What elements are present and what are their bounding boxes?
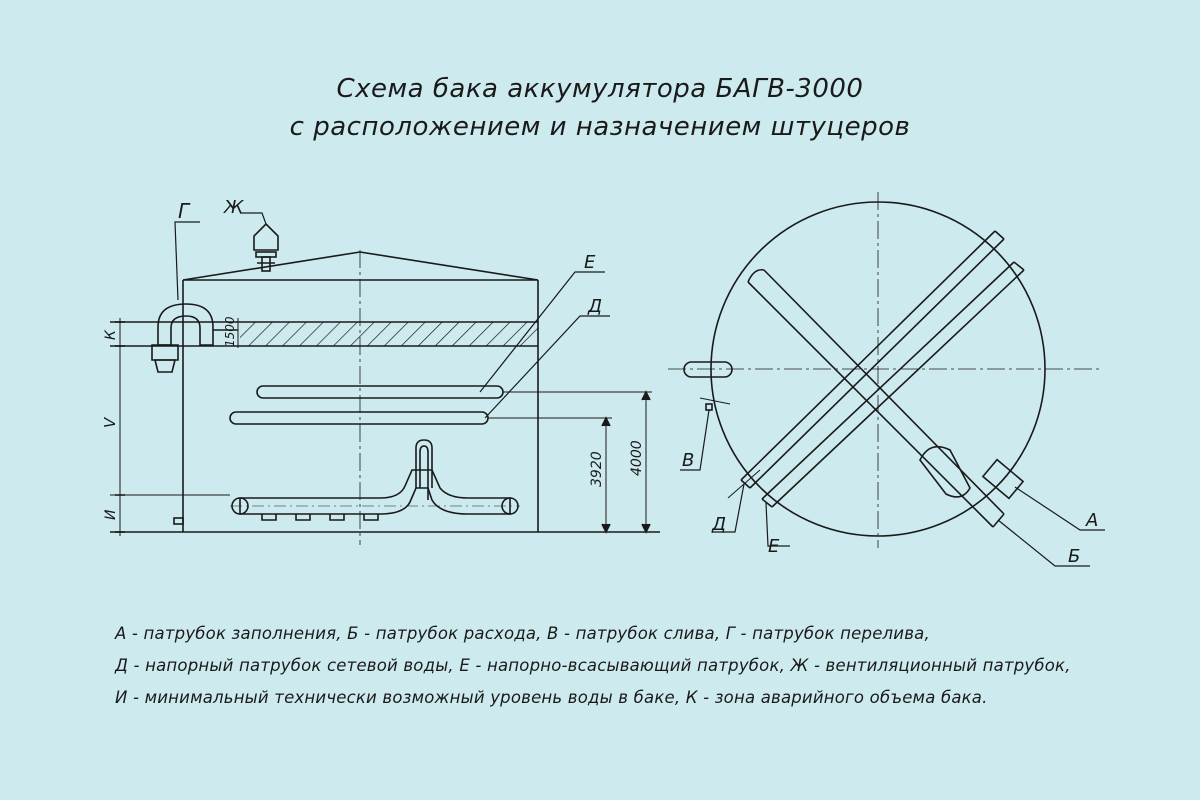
label-e-side: Е [584, 252, 596, 273]
leader-zh [240, 213, 266, 224]
label-v: V [101, 417, 119, 428]
label-plan-b: Б [1068, 546, 1081, 567]
title-line-2: с расположением и назначением штуцеров [289, 112, 911, 142]
vent-stem [262, 257, 270, 271]
dim-4000: 4000 [629, 440, 645, 476]
legend-line-2: Д - напорный патрубок сетевой воды, Е - напорно-всасывающий патрубок, Ж - вентиляционный патрубок, [115, 656, 1071, 675]
emergency-zone-hatch [240, 322, 538, 346]
label-zh: Ж [224, 197, 244, 218]
drain-nub-side [174, 518, 183, 524]
label-plan-a: А [1086, 510, 1099, 531]
overflow-pipe [158, 304, 213, 345]
label-g: Г [178, 199, 190, 223]
label-i: И [103, 509, 119, 520]
plan-left-stub [684, 362, 732, 377]
dim-3920: 3920 [589, 451, 605, 487]
tank-roof [183, 252, 538, 280]
side-view [110, 213, 660, 545]
leader-g [175, 222, 200, 300]
label-plan-v: В [682, 450, 695, 471]
label-d-side: Д [588, 296, 603, 317]
overflow-pipe-flange [155, 360, 175, 372]
bottom-pipe-riser-inner [420, 446, 428, 500]
plan-view [668, 192, 1105, 566]
vent-cap [254, 224, 278, 250]
bottom-pipe [240, 470, 510, 514]
overflow-pipe-outlet [152, 345, 178, 360]
plan-drain-v [706, 404, 712, 410]
label-plan-d: Д [712, 514, 727, 535]
legend-line-3: И - минимальный технически возможный уровень воды в баке, К - зона аварийного объема бака. [115, 688, 988, 707]
bottom-pipe-slots [262, 514, 378, 520]
plan-pipe-e [762, 262, 1024, 507]
label-k: К [103, 330, 119, 340]
bottom-pipe-riser [416, 440, 432, 488]
pipe-d-side [230, 412, 488, 424]
title-line-1: Схема бака аккумулятора БАГВ-3000 [336, 74, 864, 104]
label-plan-e: Е [768, 536, 780, 557]
plan-pipe-d [741, 231, 1004, 488]
pipe-e-side [257, 386, 503, 398]
legend-line-1: А - патрубок заполнения, Б - патрубок расхода, В - патрубок слива, Г - патрубок перелива, [115, 624, 930, 643]
dim-1500: 1500 [223, 316, 237, 347]
